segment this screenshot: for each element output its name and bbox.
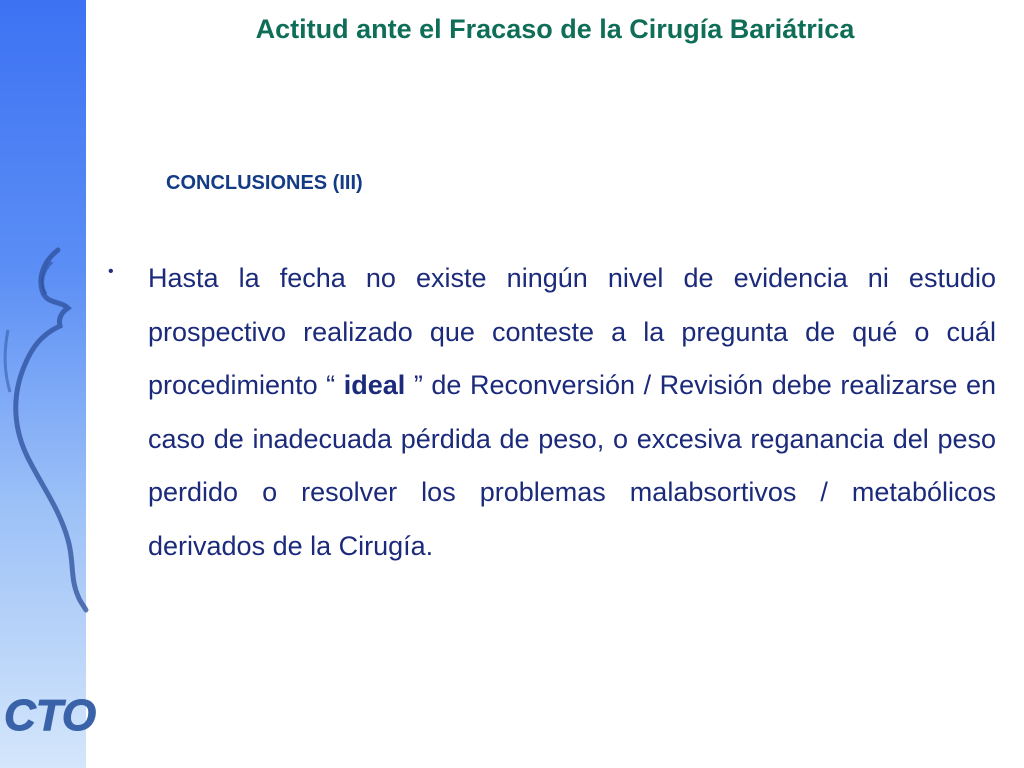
cto-logo-icon xyxy=(0,672,97,752)
bullet-paragraph xyxy=(148,252,996,573)
paragraph-lead: Hasta la fecha no existe ningún nivel de evidencia ni estudio prospectivo realizado que conteste a la pregunta de qué o cuál procedimiento xyxy=(148,263,996,400)
close-quote: ” xyxy=(413,370,423,400)
section-heading: CONCLUSIONES (III) xyxy=(166,172,363,194)
slide-title: Actitud ante el Fracaso de la Cirugía Bariátrica xyxy=(255,14,855,44)
paragraph-tail: de Reconversión / Revisión debe realizarse en caso de inadecuada pérdida de peso, o excesiva reganancia del peso perdido o resolver los problemas malabsortivos / metabólicos derivados de la Cirugía. xyxy=(148,370,996,561)
open-quote: “ xyxy=(326,370,336,400)
emphasized-term: ideal xyxy=(343,370,406,400)
bullet-marker: • xyxy=(108,263,114,280)
svg-text:CTO: CTO xyxy=(4,691,97,740)
decorative-sidebar xyxy=(0,0,97,768)
profile-silhouette-icon xyxy=(0,0,86,768)
